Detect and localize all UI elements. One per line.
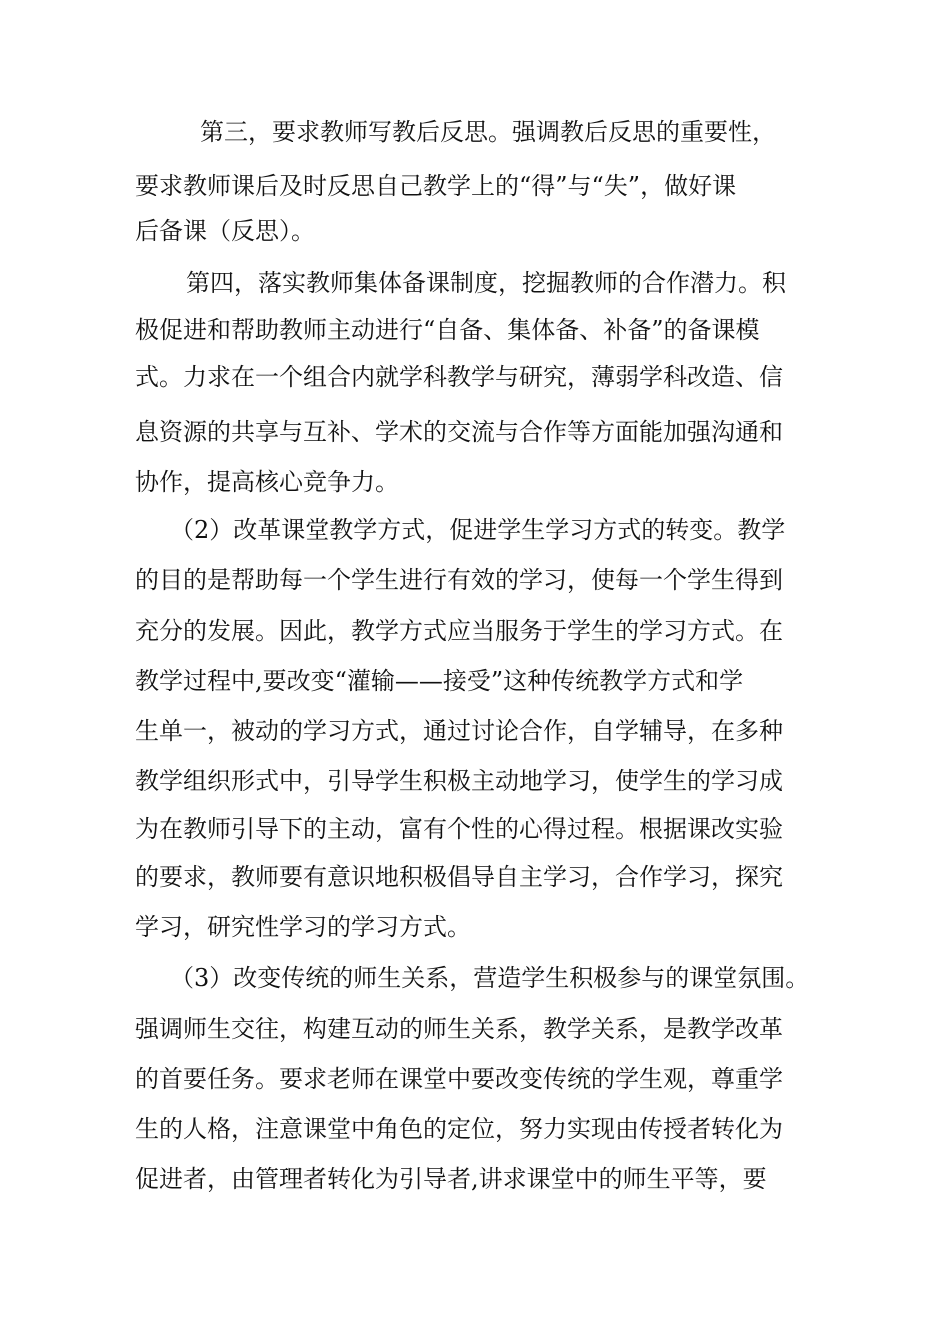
text-line: 式。力求在一个组合内就学科教学与研究，薄弱学科改造、信 [135,363,783,391]
text-line: （2）改革课堂教学方式，促进学生学习方式的转变。教学 [170,516,786,544]
text-line: 第四，落实教师集体备课制度，挖掘教师的合作潜力。积 [186,269,786,297]
text-line: 的要求，教师要有意识地积极倡导自主学习，合作学习，探究 [135,863,783,891]
text-line: 第三，要求教师写教后反思。强调教后反思的重要性， [200,118,776,146]
text-line: 要求教师课后及时反思自己教学上的“得”与“失”，做好课 [135,172,737,200]
text-line: 强调师生交往，构建互动的师生关系，教学关系，是教学改革 [135,1015,783,1043]
text-line: 学习，研究性学习的学习方式。 [135,913,471,941]
text-line: 的目的是帮助每一个学生进行有效的学习，使每一个学生得到 [135,566,783,594]
text-line: 极促进和帮助教师主动进行“自备、集体备、补备”的备课模 [135,316,760,344]
text-line: 生的人格，注意课堂中角色的定位，努力实现由传授者转化为 [135,1115,783,1143]
text-line: 充分的发展。因此，教学方式应当服务于学生的学习方式。在 [135,617,783,645]
text-line: 教学过程中,要改变“灌输——接受”这种传统教学方式和学 [135,667,744,695]
text-line: 的首要任务。要求老师在课堂中要改变传统的学生观，尊重学 [135,1065,783,1093]
text-line: 为在教师引导下的主动，富有个性的心得过程。根据课改实验 [135,815,783,843]
text-line: 生单一，被动的学习方式，通过讨论合作，自学辅导，在多种 [135,717,783,745]
text-line: 息资源的共享与互补、学术的交流与合作等方面能加强沟通和 [135,418,783,446]
text-line: 促进者，由管理者转化为引导者,讲求课堂中的师生平等，要 [135,1165,767,1193]
text-line: 教学组织形式中，引导学生积极主动地学习，使学生的学习成 [135,767,783,795]
text-line: 协作，提高核心竞争力。 [135,468,399,496]
text-line: 后备课（反思）。 [135,217,315,245]
text-line: （3）改变传统的师生关系，营造学生积极参与的课堂氛围。 [170,964,810,992]
